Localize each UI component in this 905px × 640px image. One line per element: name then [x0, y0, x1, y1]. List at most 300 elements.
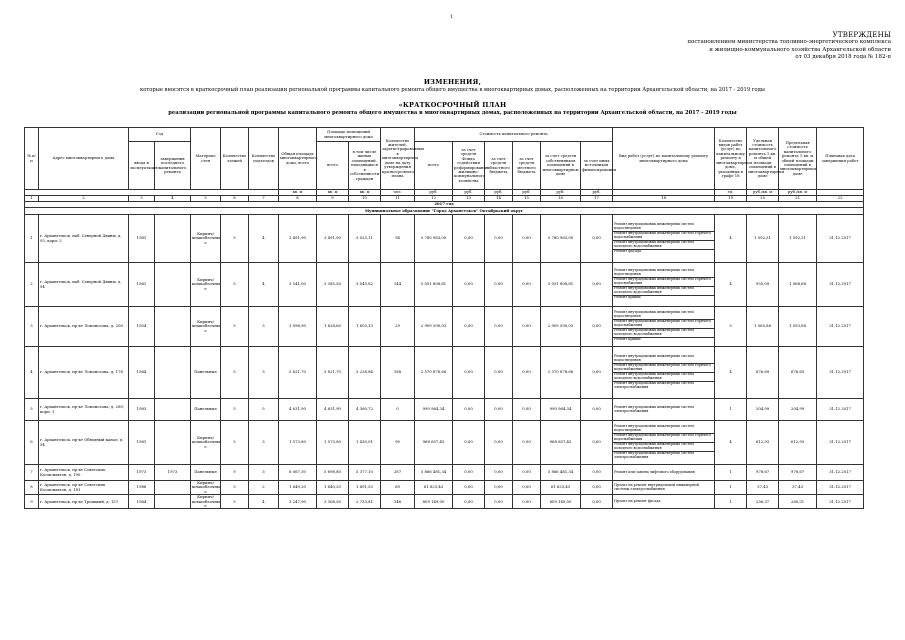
unit-cell: руб. — [513, 190, 541, 196]
cell-date: 31.12.2017 — [817, 465, 864, 481]
cell-unit: 204,99 — [747, 399, 779, 421]
year-row: 2017 год — [25, 202, 864, 208]
cell-area: 3 821,70 — [317, 347, 349, 399]
cell-area: 1 573,80 — [317, 421, 349, 465]
cell-total: 3 247,90 — [279, 495, 317, 509]
cell-n: 3 — [25, 307, 39, 347]
cell-reg: 0,00 — [485, 347, 513, 399]
cell-address: г. Архангельск, пр-кт Ломоносова, д. 200 — [39, 307, 129, 347]
cell-cost: 5 051 808,81 — [415, 263, 453, 307]
unit-cell: руб. — [415, 190, 453, 196]
cell-total: 3 541,00 — [279, 263, 317, 307]
cell-address: г. Архангельск, пр-кт Советских Космонавтов, д. 190 — [39, 465, 129, 481]
cell-works — [613, 307, 715, 347]
column-number: 1 — [25, 196, 39, 202]
cell-limit: 978,67 — [779, 465, 817, 481]
cell-total: 3 821,70 — [279, 347, 317, 399]
cell-wcount: 1 — [715, 465, 747, 481]
document-subtitle: которые вносятся в краткосрочный план реализации региональной программы капитального ремонта общего имущества в многоквартирных домах, расположенных на территории Архангельской области, на 2017 - 2019 годы — [140, 87, 765, 93]
cell-people: 146 — [381, 495, 415, 509]
cell-address: г. Архангельск, пр-кт Обводный канал, д. 54 — [39, 421, 129, 465]
header-address: Адрес многоквартирного дома — [39, 128, 129, 190]
cell-wcount: 1 — [715, 481, 747, 495]
cell-area: 3 491,90 — [317, 215, 349, 263]
cell-year: 1961 — [129, 421, 155, 465]
cell-local: 0,00 — [513, 481, 541, 495]
cell-n: 8 — [25, 481, 39, 495]
column-number: 11 — [381, 196, 415, 202]
cell-cost: 2 909 590,03 — [415, 307, 453, 347]
cell-resid: 3 045,82 — [349, 263, 381, 307]
cell-resid: 3 228,84 — [349, 347, 381, 399]
column-number: 12 — [415, 196, 453, 202]
table-row — [25, 481, 864, 495]
cell-year: 1973 — [129, 465, 155, 481]
cell-area: 1 649,20 — [317, 481, 349, 495]
cell-walls: Кирпич/ шлакоблочны е — [191, 421, 221, 465]
cell-resid: 2 733,81 — [349, 495, 381, 509]
cell-people: 0 — [381, 399, 415, 421]
cell-limit: 1 593,88 — [779, 307, 817, 347]
header-num: № п/п — [25, 128, 39, 190]
cell-n: 7 — [25, 465, 39, 481]
unit-cell: руб./кв. м — [747, 190, 779, 196]
column-number: 16 — [541, 196, 581, 202]
header-year-group: Год — [129, 128, 191, 142]
unit-cell: кв. м — [279, 190, 317, 196]
header-unit-cost: Удельная стоимость капитального ремонта 1 кв. м общей площади помещений в многоквартирном доме — [747, 128, 779, 190]
unit-cell: руб. — [485, 190, 513, 196]
unit-cell: руб. — [541, 190, 581, 196]
cell-unit: 1 565,86 — [747, 307, 779, 347]
cell-works — [613, 399, 715, 421]
cell-n: 2 — [25, 263, 39, 307]
header-area-total: всего — [317, 142, 349, 190]
work-item: Проект на ремонт фасада — [614, 498, 661, 503]
header-cost-fund: за счет средств Фонда содействия реформированию жилищно-коммунального хозяйства — [453, 142, 485, 190]
cell-overhaul — [155, 495, 191, 509]
header-cost-other: за счет иных источников финансирования — [581, 142, 613, 190]
table-row — [25, 421, 864, 465]
work-item: Ремонт внутридомовых инженерных систем горячего водоснабжения — [613, 278, 714, 287]
cell-area: 1 828,60 — [317, 307, 349, 347]
header-area-residential: в том числе жилых помещений, находящихся в собственности граждан — [349, 142, 381, 190]
cell-reg: 0,00 — [485, 307, 513, 347]
cell-resid: 3 025,11 — [349, 215, 381, 263]
cell-overhaul — [155, 421, 191, 465]
cell-year: 1964 — [129, 495, 155, 509]
cell-owners: 2 909 590,03 — [541, 307, 581, 347]
cell-limit: 204,99 — [779, 399, 817, 421]
cell-local: 0,00 — [513, 495, 541, 509]
cell-unit: 676,69 — [747, 347, 779, 399]
cell-n: 5 — [25, 399, 39, 421]
cell-address: г. Архангельск, пр-кт Советских Космонавтов, д. 181 — [39, 481, 129, 495]
work-item: Ремонт внутридомовых инженерных систем холодного водоснабжения — [613, 443, 714, 452]
work-item: Ремонт внутридомовых инженерных систем горячего водоснабжения — [613, 364, 714, 373]
cell-works — [613, 495, 715, 509]
cell-walls: Панельные — [191, 399, 221, 421]
approval-title: УТВЕРЖДЕНЫ — [832, 31, 891, 39]
work-item: Ремонт внутридомовых инженерных систем водоотведения — [613, 425, 714, 434]
column-number: 6 — [221, 196, 249, 202]
cell-total: 6 067,30 — [279, 465, 317, 481]
header-area-group: Площадь помещений многоквартирного дома — [317, 128, 381, 142]
cell-unit: 978,67 — [747, 465, 779, 481]
header-year-overhaul: завершения последнего капитального ремонта — [155, 142, 191, 190]
header-year-commission: ввода в эксплуатацию — [129, 142, 155, 190]
column-number: 2 — [39, 196, 129, 202]
cell-n: 1 — [25, 215, 39, 263]
cell-cost: 5 866 481,34 — [415, 465, 453, 481]
cell-address: г. Архангельск, пр-кт Ломоносова, д. 289, корп. 1 — [39, 399, 129, 421]
cell-fund: 0,00 — [453, 347, 485, 399]
cell-area: 3 385,50 — [317, 263, 349, 307]
cell-overhaul — [155, 481, 191, 495]
cell-cost: 2 570 878,66 — [415, 347, 453, 399]
cell-year: 1964 — [129, 347, 155, 399]
cell-n: 9 — [25, 495, 39, 509]
cell-total: 3 491,90 — [279, 215, 317, 263]
cell-area: 3 308,50 — [317, 495, 349, 509]
cell-limit: 37,43 — [779, 481, 817, 495]
cell-overhaul — [155, 263, 191, 307]
work-item: Ремонт крыши — [614, 336, 641, 341]
cell-address: г. Архангельск, пр-кт Троицкий, д. 157 — [39, 495, 129, 509]
cell-people: 287 — [381, 465, 415, 481]
cell-people: 188 — [381, 347, 415, 399]
cell-limit: 676,69 — [779, 347, 817, 399]
cell-overhaul — [155, 307, 191, 347]
column-number: 15 — [513, 196, 541, 202]
cell-reg: 0,00 — [485, 481, 513, 495]
cell-reg: 0,00 — [485, 421, 513, 465]
cell-date: 31.12.2017 — [817, 495, 864, 509]
cell-wcount: 4 — [715, 421, 747, 465]
cell-resid: 1 603,13 — [349, 307, 381, 347]
work-item: Ремонт внутридомовых инженерных систем горячего водоснабжения — [613, 434, 714, 443]
municipality-row: Муниципальное образование "Город Архангельск" Октябрьский округ — [25, 208, 864, 215]
cell-total: 4 631,90 — [279, 399, 317, 421]
cell-other: 0,00 — [581, 399, 613, 421]
cell-n: 6 — [25, 421, 39, 465]
cell-wcount: 4 — [715, 263, 747, 307]
cell-cost: 990 964,34 — [415, 399, 453, 421]
cell-fund: 0,00 — [453, 399, 485, 421]
cell-limit: 260,51 — [779, 495, 817, 509]
cell-floors: 5 — [221, 421, 249, 465]
cell-other: 0,00 — [581, 481, 613, 495]
table-row — [25, 399, 864, 421]
cell-owners: 809 149,00 — [541, 495, 581, 509]
cell-walls: Панельные — [191, 465, 221, 481]
cell-cost: 5 780 963,00 — [415, 215, 453, 263]
cell-fund: 0,00 — [453, 307, 485, 347]
cell-other: 0,00 — [581, 263, 613, 307]
cell-year: 1981 — [129, 215, 155, 263]
cell-entrances: 3 — [249, 465, 279, 481]
cell-cost: 968 657,45 — [415, 421, 453, 465]
cell-unit: 612,93 — [747, 421, 779, 465]
header-residents: Количество жителей, зарегистрированных в многоквартирном доме на дату утверждения краткосрочного плана — [381, 128, 415, 190]
cell-overhaul — [155, 399, 191, 421]
cell-date: 31.12.2017 — [817, 263, 864, 307]
work-item: Ремонт фасада — [614, 248, 641, 253]
cell-reg: 0,00 — [485, 215, 513, 263]
cell-people: 69 — [381, 481, 415, 495]
cell-address: г. Архангельск, наб. Северной Двины, д. 93, корп. 2 — [39, 215, 129, 263]
unit-cell: руб. — [453, 190, 485, 196]
header-cost-total: всего — [415, 142, 453, 190]
cell-limit: 612,93 — [779, 421, 817, 465]
work-item: Ремонт внутридомовых инженерных систем горячего водоснабжения — [613, 232, 714, 241]
header-total-area: Общая площадь многоквартирного дома, всего — [279, 128, 317, 190]
cell-wcount: 4 — [715, 215, 747, 263]
cell-other: 0,00 — [581, 347, 613, 399]
cell-date: 31.12.2017 — [817, 481, 864, 495]
cell-fund: 0,00 — [453, 263, 485, 307]
cell-walls: Кирпич/ шлакоблочны е — [191, 307, 221, 347]
cell-floors: 5 — [221, 495, 249, 509]
header-walls: Материал стен — [191, 128, 221, 190]
header-floors: Количество этажей — [221, 128, 249, 190]
cell-date: 31.12.2017 — [817, 399, 864, 421]
cell-overhaul — [155, 215, 191, 263]
cell-area: 4 631,90 — [317, 399, 349, 421]
column-number: 17 — [581, 196, 613, 202]
cell-resid: 5 377,10 — [349, 465, 381, 481]
cell-local: 0,00 — [513, 347, 541, 399]
cell-year: 1983 — [129, 399, 155, 421]
cell-date: 31.12.2017 — [817, 421, 864, 465]
cell-overhaul — [155, 347, 191, 399]
cell-floors: 5 — [221, 481, 249, 495]
cell-entrances: 2 — [249, 481, 279, 495]
header-cost-local: за счет средств местного бюджета — [513, 142, 541, 190]
cell-reg: 0,00 — [485, 263, 513, 307]
cell-works — [613, 465, 715, 481]
cell-owners: 61 623,43 — [541, 481, 581, 495]
cell-local: 0,00 — [513, 215, 541, 263]
cell-entrances: 3 — [249, 307, 279, 347]
unit-cell: руб. — [581, 190, 613, 196]
cell-floors: 9 — [221, 465, 249, 481]
cell-works — [613, 215, 715, 263]
cell-walls: Панельные — [191, 347, 221, 399]
cell-entrances: 4 — [249, 263, 279, 307]
cell-other: 0,00 — [581, 421, 613, 465]
cell-local: 0,00 — [513, 307, 541, 347]
cell-date: 31.12.2017 — [817, 347, 864, 399]
cell-works — [613, 421, 715, 465]
table-row — [25, 495, 864, 509]
cell-floors: 5 — [221, 399, 249, 421]
column-number: 3 — [129, 196, 155, 202]
cell-n: 4 — [25, 347, 39, 399]
cell-people: 90 — [381, 421, 415, 465]
header-work-count: Количество видов работ (услуг) по капитальному ремонту в многоквартирном доме, указанных в графе 18 — [715, 128, 747, 190]
unit-cell: кв. м — [317, 190, 349, 196]
table-row — [25, 263, 864, 307]
cell-local: 0,00 — [513, 263, 541, 307]
cell-unit: 236,37 — [747, 495, 779, 509]
header-cost-owners: за счет средств собственников помещений в многоквартирном доме — [541, 142, 581, 190]
work-item: Ремонт внутридомовых инженерных систем холодного водоснабжения — [613, 241, 714, 250]
column-number: 21 — [779, 196, 817, 202]
document-title: ИЗМЕНЕНИЯ, — [423, 78, 482, 86]
column-number: 10 — [349, 196, 381, 202]
work-item: Проект на ремонт внутридомовой инженерной системы электроснабжения — [614, 482, 699, 491]
column-number: 18 — [613, 196, 715, 202]
header-work-type: Вид работ (услуг) по капитальному ремонту многоквартирного дома — [613, 128, 715, 190]
cell-other: 0,00 — [581, 495, 613, 509]
cell-owners: 990 964,34 — [541, 399, 581, 421]
cell-owners: 5 780 963,00 — [541, 215, 581, 263]
cell-reg: 0,00 — [485, 399, 513, 421]
cell-entrances: 3 — [249, 347, 279, 399]
cell-limit: 1 592,31 — [779, 215, 817, 263]
cell-entrances: 5 — [249, 399, 279, 421]
cell-other: 0,00 — [581, 215, 613, 263]
approval-line: постановлением министерства топливно-энергетического комплекса — [687, 39, 891, 46]
cell-people: 29 — [381, 307, 415, 347]
cell-resid: 1 430,01 — [349, 421, 381, 465]
cell-works — [613, 347, 715, 399]
cell-owners: 5 051 808,81 — [541, 263, 581, 307]
cell-year: 1986 — [129, 481, 155, 495]
approval-line: и жилищно-коммунального хозяйства Архангельской области — [709, 46, 891, 53]
repair-plan-table — [24, 127, 864, 509]
cell-unit: 955,09 — [747, 263, 779, 307]
header-cost-regional: за счет средств областного бюджета — [485, 142, 513, 190]
unit-cell: ед. — [715, 190, 747, 196]
column-number: 7 — [249, 196, 279, 202]
cell-limit: 1 068,88 — [779, 263, 817, 307]
work-item: Ремонт внутридомовых инженерных систем водоотведения — [613, 269, 714, 278]
work-item: Ремонт или замена лифтового оборудования — [614, 469, 695, 474]
column-number: 9 — [317, 196, 349, 202]
cell-walls: Кирпич/ шлакоблочны е — [191, 215, 221, 263]
approval-line: от 03 декабря 2018 года № 182-п — [795, 54, 891, 61]
work-item: Ремонт внутридомовых инженерных систем электроснабжения — [614, 450, 694, 459]
cell-fund: 0,00 — [453, 215, 485, 263]
table-row — [25, 215, 864, 263]
unit-cell: чел. — [381, 190, 415, 196]
column-number: 14 — [485, 196, 513, 202]
work-item: Ремонт внутридомовых инженерных систем водоотведения — [613, 311, 714, 320]
work-item: Ремонт внутридомовых инженерных систем горячего водоснабжения — [613, 320, 714, 329]
table-row — [25, 307, 864, 347]
cell-entrances: 4 — [249, 495, 279, 509]
work-item: Ремонт внутридомовых инженерных систем холодного водоснабжения — [613, 329, 714, 338]
unit-cell: руб./кв. м — [779, 190, 817, 196]
cell-resid: 4 360,72 — [349, 399, 381, 421]
plan-title: «КРАТКОСРОЧНЫЙ ПЛАН — [398, 101, 507, 109]
cell-fund: 0,00 — [453, 495, 485, 509]
column-number: 13 — [453, 196, 485, 202]
cell-local: 0,00 — [513, 399, 541, 421]
column-number: 19 — [715, 196, 747, 202]
cell-people: 144 — [381, 263, 415, 307]
cell-wcount: 5 — [715, 307, 747, 347]
cell-walls: Кирпич/ шлакоблочны е — [192, 494, 220, 509]
header-limit-cost: Предельная стоимость капитального ремонта 1 кв. м общей площади помещений в многоквартирном доме — [779, 128, 817, 190]
cell-local: 0,00 — [513, 421, 541, 465]
header-entrances: Количество подъездов — [249, 128, 279, 190]
cell-resid: 1 491,53 — [349, 481, 381, 495]
work-item: Ремонт внутридомовых инженерных систем водоотведения — [613, 355, 714, 364]
cell-floors: 5 — [221, 347, 249, 399]
work-item: Ремонт внутридомовых инженерных систем водоотведения — [613, 223, 714, 232]
work-item: Ремонт внутридомовых инженерных систем электроснабжения — [614, 404, 694, 413]
cell-works — [613, 481, 715, 495]
cell-entrances: 4 — [249, 215, 279, 263]
cell-total: 1 996,90 — [279, 307, 317, 347]
cell-total: 1 573,80 — [279, 421, 317, 465]
cell-year: 1961 — [129, 263, 155, 307]
cell-reg: 0,00 — [485, 495, 513, 509]
cell-floors: 5 — [221, 307, 249, 347]
cell-entrances: 3 — [249, 421, 279, 465]
header-deadline: Плановая дата завершения работ — [817, 128, 864, 190]
cell-fund: 0,00 — [453, 465, 485, 481]
cell-other: 0,00 — [581, 307, 613, 347]
cell-walls: Кирпич/ шлакоблочны е — [191, 263, 221, 307]
cell-floors: 5 — [221, 263, 249, 307]
cell-owners: 2 570 878,66 — [541, 347, 581, 399]
cell-people: 94 — [381, 215, 415, 263]
column-number: 20 — [747, 196, 779, 202]
unit-cell: кв. м — [349, 190, 381, 196]
work-item: Ремонт крыши — [614, 294, 641, 299]
cell-other: 0,00 — [581, 465, 613, 481]
cell-wcount: 1 — [715, 399, 747, 421]
column-number: 4 — [155, 196, 191, 202]
cell-cost: 809 149,00 — [415, 495, 453, 509]
cell-fund: 0,00 — [453, 421, 485, 465]
cell-cost: 61 623,43 — [415, 481, 453, 495]
header-cost-group: Стоимость капитального ремонта — [415, 128, 613, 142]
cell-floors: 5 — [221, 215, 249, 263]
cell-year: 1954 — [129, 307, 155, 347]
column-number: 8 — [279, 196, 317, 202]
work-item: Ремонт внутридомовых инженерных систем электроснабжения — [614, 380, 694, 389]
cell-total: 1 649,20 — [279, 481, 317, 495]
cell-local: 0,00 — [513, 465, 541, 481]
plan-subtitle: реализации региональной программы капитального ремонта общего имущества в многоквартирных домах, расположенных на территории Архангельской области, на 2017 - 2019 годы — [168, 110, 737, 116]
approval-block — [687, 32, 891, 62]
column-number: 22 — [817, 196, 864, 202]
table-row — [25, 465, 864, 481]
cell-date: 31.12.2017 — [817, 215, 864, 263]
cell-works — [613, 263, 715, 307]
work-item: Ремонт внутридомовых инженерных систем холодного водоснабжения — [613, 287, 714, 296]
cell-address: г. Архангельск, пр-кт Ломоносова, д. 178 — [39, 347, 129, 399]
cell-walls: Кирпич/ шлакоблочны е — [192, 480, 220, 494]
cell-overhaul: 1973 — [155, 465, 191, 481]
page-number: 1 — [450, 14, 454, 20]
table-row — [25, 347, 864, 399]
cell-unit: 37,43 — [747, 481, 779, 495]
cell-fund: 0,00 — [453, 481, 485, 495]
cell-owners: 5 866 481,34 — [541, 465, 581, 481]
cell-reg: 0,00 — [485, 465, 513, 481]
column-number: 5 — [191, 196, 221, 202]
cell-owners: 968 657,45 — [541, 421, 581, 465]
cell-address: г. Архангельск, наб. Северной Двины, д. 94 — [39, 263, 129, 307]
work-item: Ремонт внутридомовых инженерных систем холодного водоснабжения — [613, 373, 714, 382]
cell-date: 31.12.2017 — [817, 307, 864, 347]
